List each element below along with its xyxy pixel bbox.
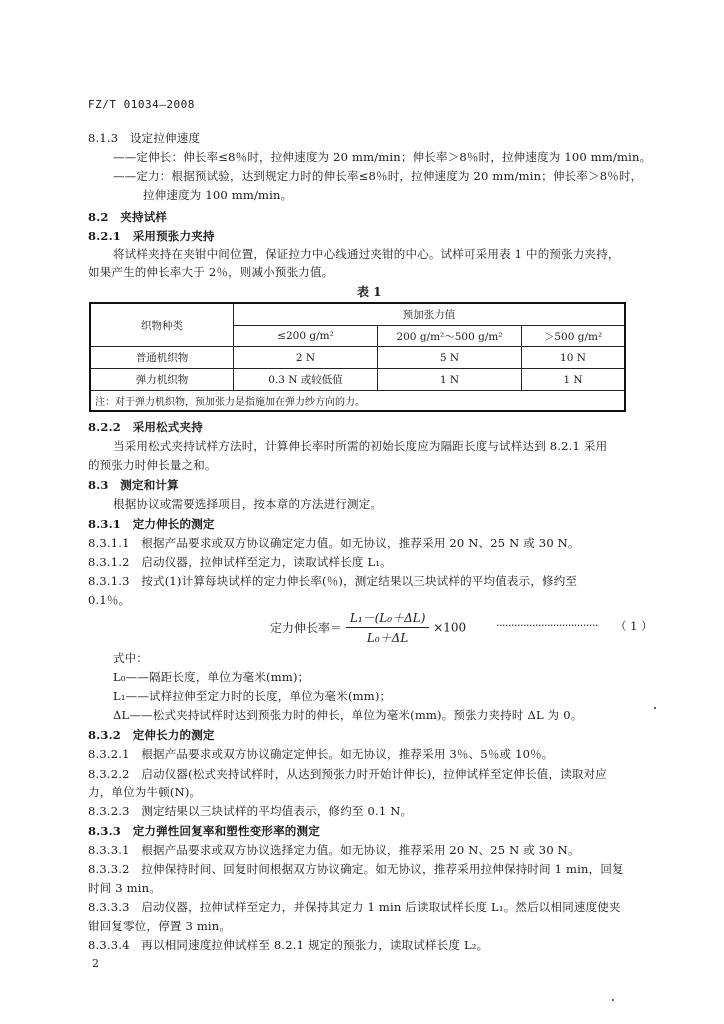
standard-number: FZ/T 01034—2008: [88, 98, 195, 111]
paragraph: 时间 3 min。: [88, 881, 161, 895]
table-cell: 2 N: [234, 347, 378, 369]
list-item: ——定力：根据预试验，达到规定力时的伸长率≤8％时，拉伸速度为 20 mm/min；伸长率＞8％时，: [113, 169, 643, 183]
equation-lhs: 定力伸长率＝: [270, 621, 343, 635]
table-cell: 1 N: [522, 369, 626, 391]
list-item: ——定伸长：伸长率≤8％时，拉伸速度为 20 mm/min；伸长率＞8％时，拉伸速度为 100 mm/min。: [113, 150, 652, 164]
paragraph: 8.3.2.3 测定结果以三块试样的平均值表示，修约至 0.1 N。: [88, 804, 413, 818]
equation-1: [270, 609, 466, 646]
section-8-2-heading: 8.2 夹持试样: [88, 210, 168, 224]
equation-leader-dots: ··································: [496, 619, 598, 632]
where-label: 式中：: [113, 651, 149, 665]
paragraph: 8.3.1.3 按式(1)计算每块试样的定力伸长率(％)，测定结果以三块试样的平均值表示，修约至: [88, 574, 578, 588]
table-row-label: 弹力机织物: [90, 369, 234, 391]
paragraph: 当采用松式夹持试样方法时，计算伸长率时所需的初始长度应为隔距长度与试样达到 8.2.1 采用: [113, 439, 608, 453]
equation-denominator: L₀＋ΔL: [366, 631, 409, 645]
paragraph: 8.3.2.1 根据产品要求或双方协议确定定伸长。如无协议，推荐采用 3％、5％或 10％。: [88, 747, 554, 761]
variable-definition: L₀——隔距长度，单位为毫米(mm)；: [113, 670, 310, 684]
section-8-3-1-heading: 8.3.1 定力伸长的测定: [88, 517, 215, 531]
section-8-3-2-heading: 8.3.2 定伸长力的测定: [88, 728, 215, 742]
table-cell: 10 N: [522, 347, 626, 369]
table-cell: 0.3 N 或较低值: [234, 369, 378, 391]
paragraph: 8.3.3.4 再以相同速度拉伸试样至 8.2.1 规定的预张力，读取试样长度 L₂。: [88, 938, 489, 952]
table-row-label: 普通机织物: [90, 347, 234, 369]
paragraph: 8.3.3.1 根据产品要求或双方协议选择定力值。如无协议，推荐采用 20 N、25 N 或 30 N。: [88, 843, 580, 857]
paragraph: 0.1％。: [88, 593, 131, 607]
paragraph: 8.3.2.2 启动仪器(松式夹持试样时，从达到预张力时开始计伸长)，拉伸试样至定伸长值，读取对应: [88, 767, 608, 781]
scan-speck: [654, 707, 656, 709]
equation-multiplier: ×100: [433, 620, 467, 635]
table-subheader: 200 g/m²～500 g/m²: [378, 326, 522, 347]
equation-number: （ 1 ）: [615, 619, 653, 633]
section-8-3-3-heading: 8.3.3 定力弹性回复率和塑性变形率的测定: [88, 824, 320, 838]
paragraph: 8.3.1.1 根据产品要求或双方协议确定定力值。如无协议，推荐采用 20 N、25 N 或 30 N。: [88, 536, 580, 550]
scan-speck: [612, 999, 614, 1001]
variable-definition: L₁——试样拉伸至定力时的长度，单位为毫米(mm)；: [113, 689, 392, 703]
paragraph: 钳回复零位，停置 3 min。: [88, 919, 232, 933]
section-8-1-3-heading: 8.1.3 设定拉伸速度: [88, 131, 201, 145]
paragraph: 根据协议或需要选择项目，按本章的方法进行测定。: [113, 497, 383, 511]
table-header-pretension: 预加张力值: [234, 303, 626, 326]
paragraph: 将试样夹持在夹钳中间位置，保证拉力中心线通过夹钳的中心。试样可采用表 1 中的预张力夹持，: [113, 247, 620, 261]
table-note: 注：对于弹力机织物，预加张力是指施加在弹力纱方向的力。: [90, 391, 625, 412]
variable-definition: ΔL——松式夹持试样时达到预张力时的伸长，单位为毫米(mm)。预张力夹持时 ΔL 为 0。: [113, 708, 583, 722]
equation-numerator: L₁－(L₀＋ΔL): [346, 609, 430, 628]
table-cell: 1 N: [378, 369, 522, 391]
page-number: 2: [92, 957, 99, 970]
paragraph: 8.3.3.3 启动仪器，拉伸试样至定力，并保持其定力 1 min 后读取试样长度 L₁。然后以相同速度使夹: [88, 900, 621, 914]
section-8-3-heading: 8.3 测定和计算: [88, 478, 179, 492]
section-8-2-1-heading: 8.2.1 采用预张力夹持: [88, 229, 215, 243]
equation-fraction: [346, 609, 430, 646]
pretension-table: [89, 302, 626, 412]
paragraph: 8.3.1.2 启动仪器，拉伸试样至定力，读取试样长度 L₁。: [88, 555, 392, 569]
paragraph: 8.3.3.2 拉伸保持时间、回复时间根据双方协议确定。如无协议，推荐采用拉伸保持时间 1 min，回复: [88, 862, 624, 876]
table-subheader: ≤200 g/m²: [234, 326, 378, 347]
list-item-continuation: 拉伸速度为 100 mm/min。: [143, 188, 293, 202]
table-caption: 表 1: [357, 285, 382, 299]
table-header-fabric: 织物种类: [90, 303, 234, 347]
table-cell: 5 N: [378, 347, 522, 369]
paragraph: 如果产生的伸长率大于 2％，则减小预张力值。: [88, 265, 334, 279]
table-subheader: ＞500 g/m²: [522, 326, 626, 347]
paragraph: 力，单位为牛顿(N)。: [88, 785, 202, 799]
section-8-2-2-heading: 8.2.2 采用松式夹持: [88, 420, 203, 434]
paragraph: 的预张力时伸长量之和。: [88, 458, 217, 472]
